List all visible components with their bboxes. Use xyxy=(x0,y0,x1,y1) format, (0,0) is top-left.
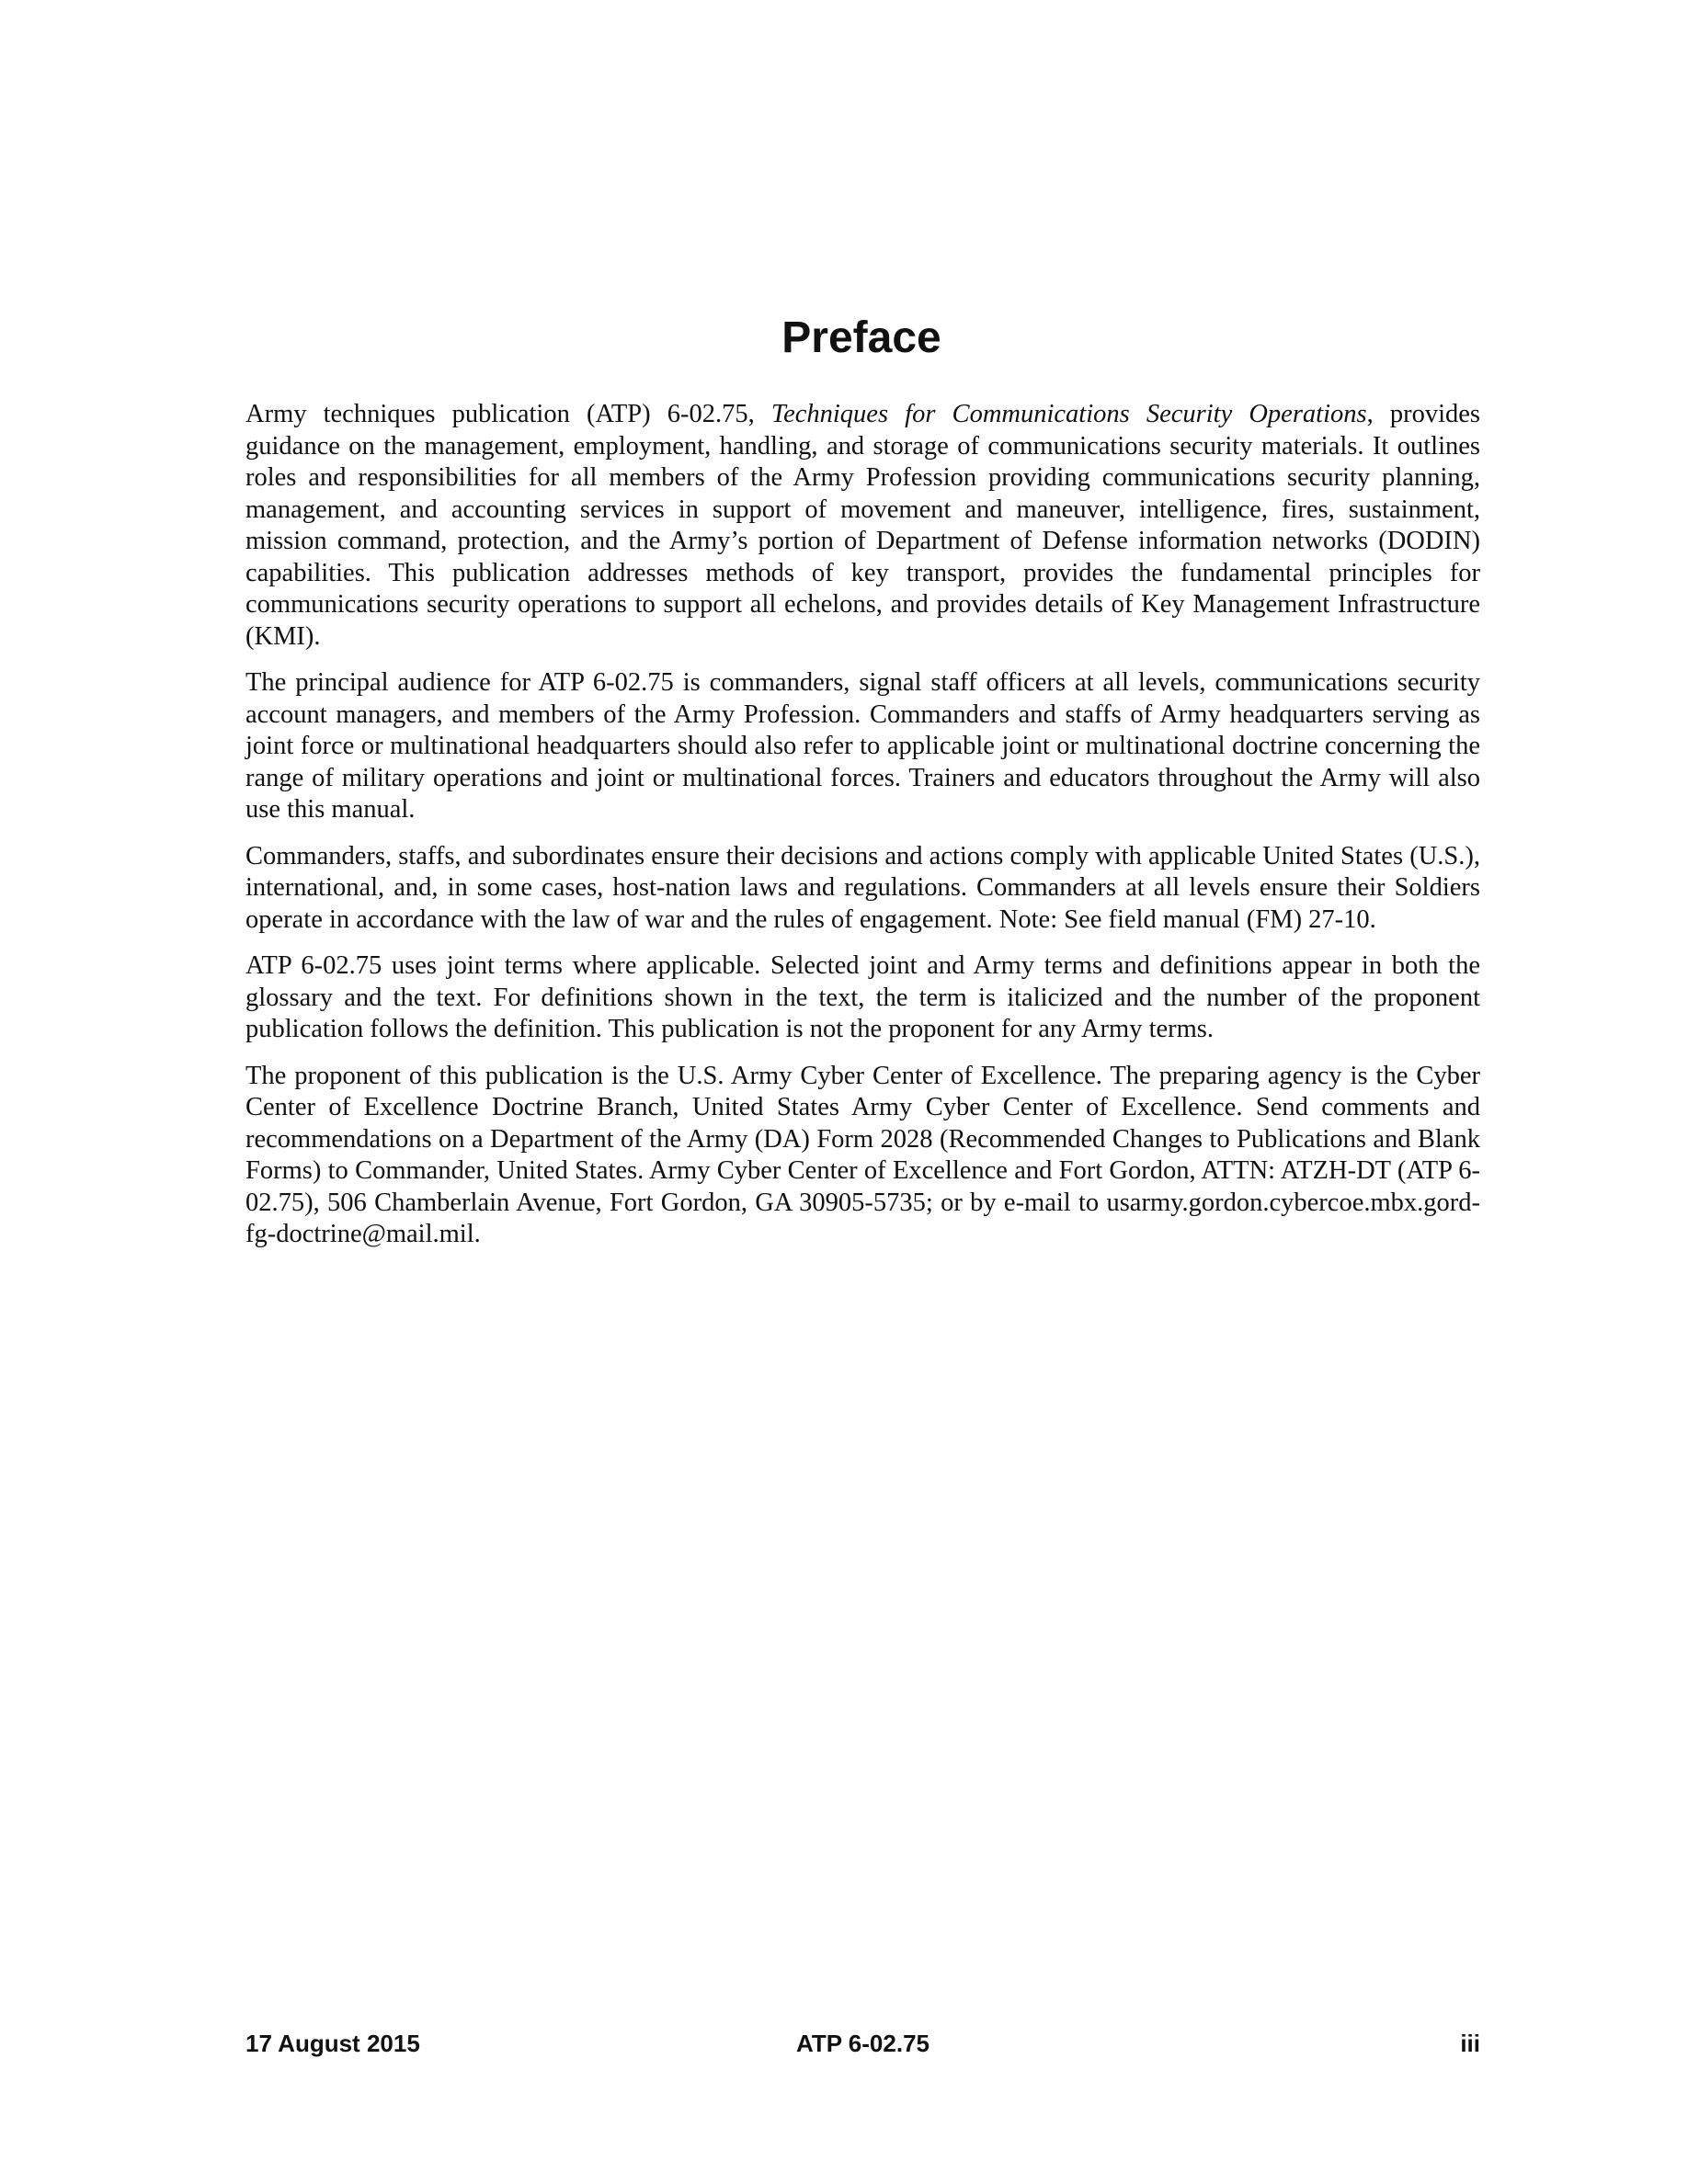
paragraph-compliance: Commanders, staffs, and subordinates ensure their decisions and actions comply with applicable United States (U.S.), international, and, in some cases, host-nation laws and regulations. Commanders at all levels ensure their Soldiers operate in accordance with the law of war and the rules of engagement. Note: See field manual (FM) 27-10. xyxy=(245,841,1480,934)
publication-title-italic: Techniques for Communications Security Operations xyxy=(770,400,1367,428)
paragraph-scope xyxy=(245,399,1480,653)
page-title: Preface xyxy=(781,313,941,362)
paragraph-scope-lead: Army techniques publication (ATP) 6-02.75, xyxy=(245,400,771,428)
preface-body xyxy=(245,399,1480,1266)
paragraph-terms: ATP 6-02.75 uses joint terms where applicable. Selected joint and Army terms and definitions appear in both the glossary and the text. For definitions shown in the text, the term is italicized and the number of the proponent publication follows the definition. This publication is not the proponent for any Army terms. xyxy=(245,951,1480,1043)
footer-publication: ATP 6-02.75 xyxy=(795,2030,930,2057)
paragraph-scope-rest: , provides guidance on the management, employment, handling, and storage of communications security materials. It outlines roles and responsibilities for all members of the Army Profession providing communications security planning, management, and accounting services in support of movement and maneuver, intelligence, fires, sustainment, mission command, protection, and the Army’s portion of Department of Defense information networks (DODIN) capabilities. This publication addresses methods of key transport, provides the fundamental principles for communications security operations to support all echelons, and provides details of Key Management Infrastructure (KMI). xyxy=(245,400,1480,651)
page-footer xyxy=(245,2027,1480,2060)
paragraph-audience: The principal audience for ATP 6-02.75 is commanders, signal staff officers at all levels, communications security account managers, and members of the Army Profession. Commanders and staffs of Army headquarters serving as joint force or multinational headquarters should also refer to applicable joint or multinational doctrine concerning the range of military operations and joint or multinational forces. Trainers and educators throughout the Army will also use this manual. xyxy=(245,668,1480,824)
footer-page-number: iii xyxy=(1460,2030,1480,2057)
paragraph-proponent: The proponent of this publication is the U.S. Army Cyber Center of Excellence. The preparing agency is the Cyber Center of Excellence Doctrine Branch, United States Army Cyber Center of Excellence. Send comments and recommendations on a Department of the Army (DA) Form 2028 (Recommended Changes to Publications and Blank Forms) to Commander, United States. Army Cyber Center of Excellence and Fort Gordon, ATTN: ATZH-DT (ATP 6-02.75), 506 Chamberlain Avenue, Fort Gordon, GA 30905-5735; or by e-mail to usarmy.gordon.cybercoe.mbx.gord-fg-doctrine@mail.mil. xyxy=(245,1061,1480,1248)
footer-date: 17 August 2015 xyxy=(245,2030,420,2057)
